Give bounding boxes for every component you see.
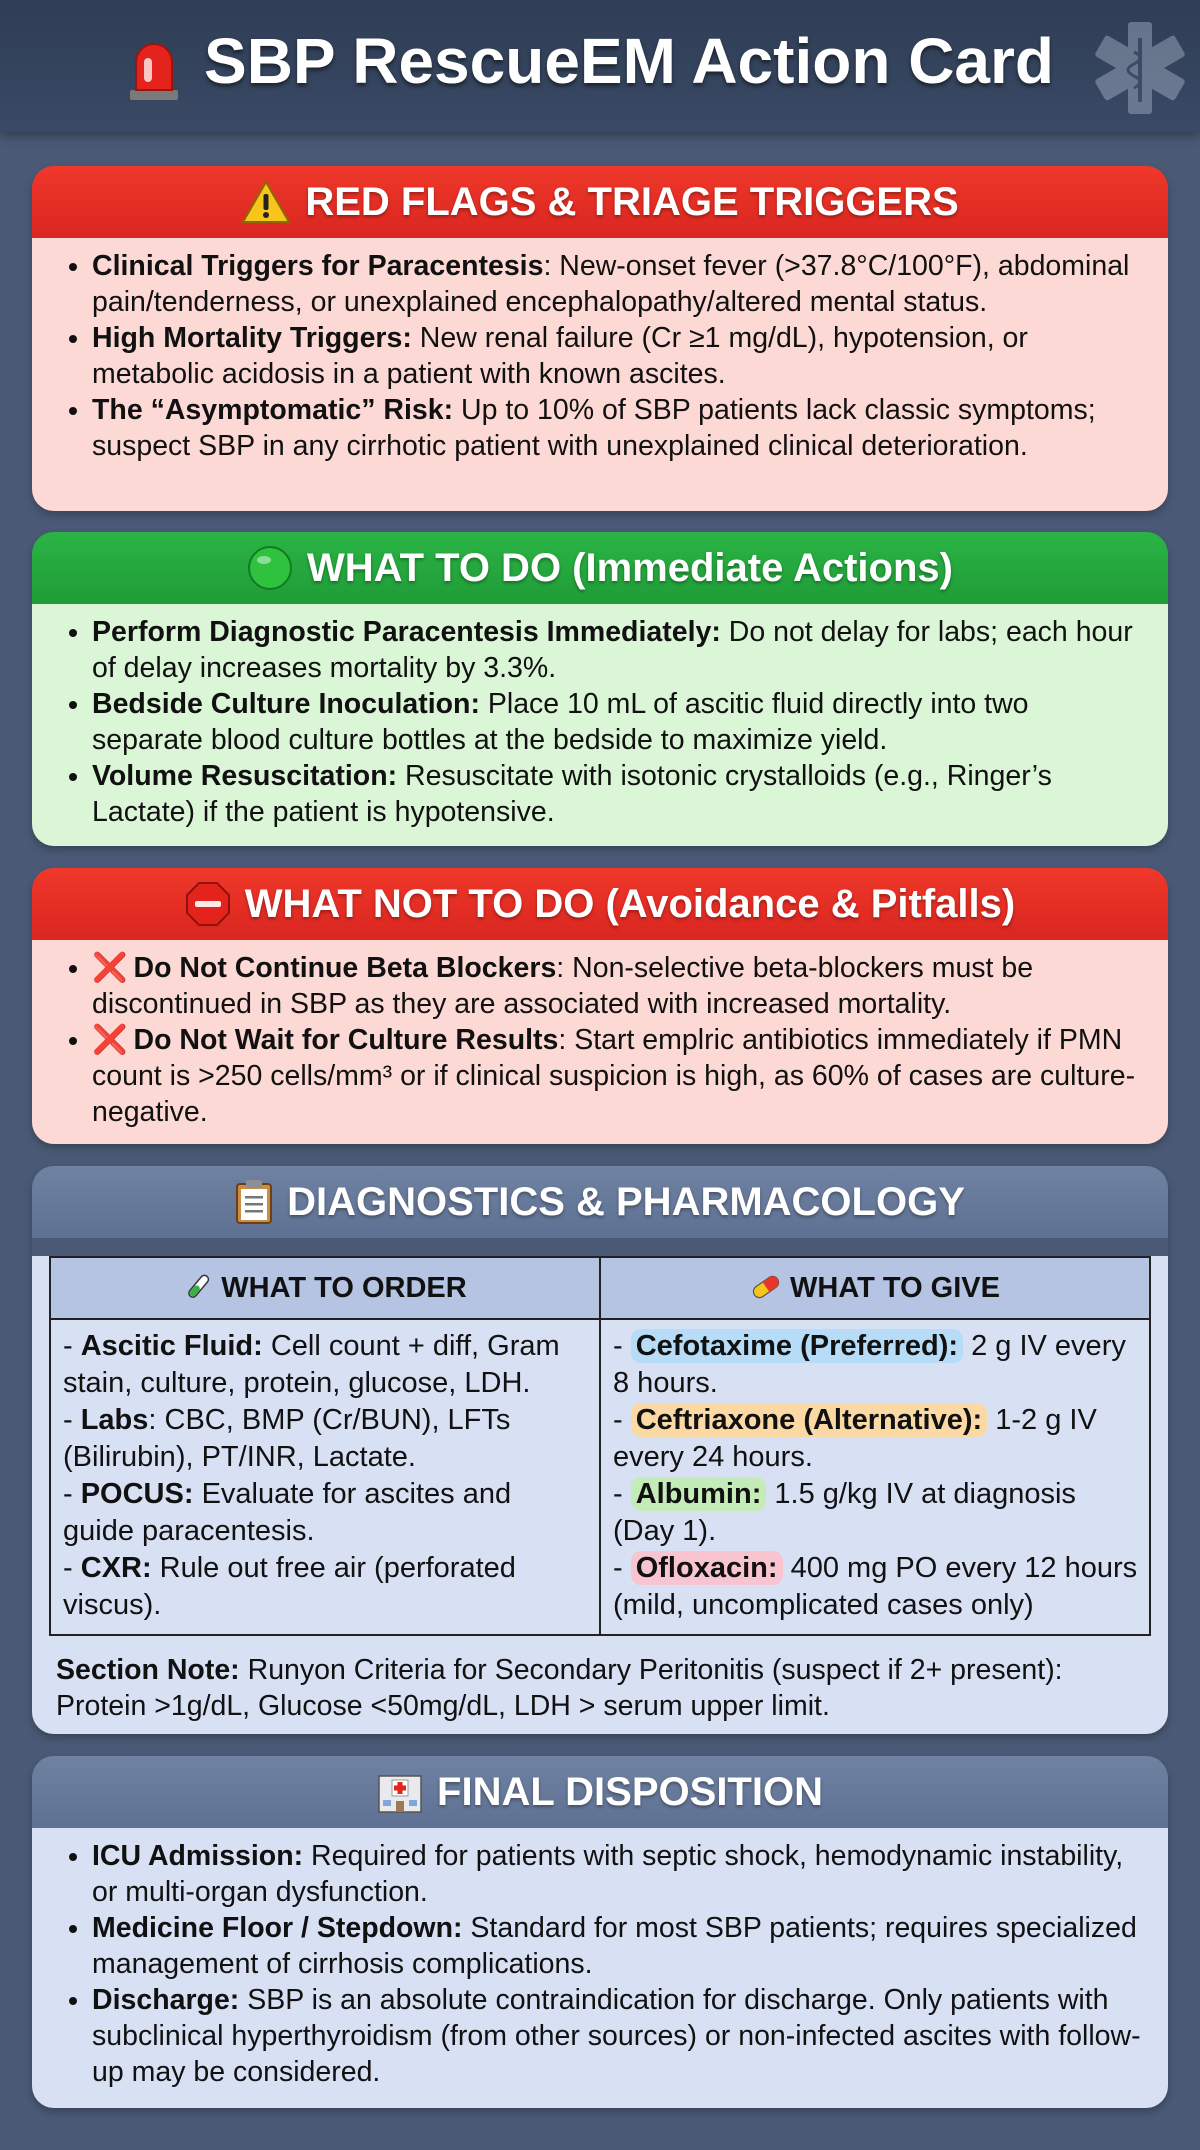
what-not-to-do-header bbox=[32, 868, 1168, 940]
what-to-do-title: WHAT TO DO (Immediate Actions) bbox=[307, 545, 953, 590]
stop-sign-icon bbox=[185, 881, 231, 927]
list-item: • ICU Admission: Required for patients with septic shock, hemodynamic instability, or multi-organ dysfunction. bbox=[92, 1838, 1144, 1910]
give-cell bbox=[600, 1319, 1150, 1635]
what-to-do-header bbox=[32, 532, 1168, 604]
drug-name-highlight: Ceftriaxone (Alternative): bbox=[631, 1403, 987, 1437]
give-item: - Ceftriaxone (Alternative): 1-2 g IV every 24 hours. bbox=[613, 1404, 1097, 1473]
list-item: • ❌ Do Not Continue Beta Blockers: Non-selective beta-blockers must be discontinued in SBP as they are associated with increased mortality. bbox=[92, 950, 1144, 1022]
pill-icon bbox=[750, 1272, 782, 1302]
order-item: - CXR: Rule out free air (perforated viscus). bbox=[63, 1552, 516, 1621]
diagnostics-header bbox=[32, 1166, 1168, 1238]
disposition-title: FINAL DISPOSITION bbox=[437, 1769, 823, 1814]
drug-name-highlight: Cefotaxime (Preferred): bbox=[631, 1329, 963, 1363]
order-item: - Labs: CBC, BMP (Cr/BUN), LFTs (Bilirubin), PT/INR, Lactate. bbox=[63, 1404, 511, 1473]
list-item: • Clinical Triggers for Paracentesis: New-onset fever (>37.8°C/100°F), abdominal pain/tenderness, or unexplained encephalopathy/altered mental status. bbox=[92, 248, 1144, 320]
list-item: • High Mortality Triggers: New renal failure (Cr ≥1 mg/dL), hypotension, or metabolic acidosis in a patient with known ascites. bbox=[92, 320, 1144, 392]
list-item: • Volume Resuscitation: Resuscitate with isotonic crystalloids (e.g., Ringer’s Lactate) if the patient is hypotensive. bbox=[92, 758, 1144, 830]
what-to-do-card bbox=[32, 532, 1168, 846]
give-column-header: WHAT TO GIVE bbox=[600, 1257, 1150, 1319]
disposition-header bbox=[32, 1756, 1168, 1828]
diagnostics-body bbox=[32, 1256, 1168, 1734]
list-item: • The “Asymptomatic” Risk: Up to 10% of SBP patients lack classic symptoms; suspect SBP in any cirrhotic patient with unexplained clinical deterioration. bbox=[92, 392, 1144, 464]
what-to-do-body bbox=[32, 604, 1168, 846]
diagnostics-title: DIAGNOSTICS & PHARMACOLOGY bbox=[287, 1179, 965, 1224]
hospital-icon bbox=[377, 1770, 423, 1814]
page-title: SBP RescueEM Action Card bbox=[204, 25, 1054, 97]
red-flags-body bbox=[32, 238, 1168, 511]
page-header bbox=[0, 0, 1200, 132]
what-not-to-do-card bbox=[32, 868, 1168, 1144]
order-item: - POCUS: Evaluate for ascites and guide paracentesis. bbox=[63, 1478, 512, 1547]
give-item: - Albumin: 1.5 g/kg IV at diagnosis (Day 1). bbox=[613, 1478, 1076, 1547]
drug-name-highlight: Albumin: bbox=[631, 1477, 767, 1511]
table-header-row bbox=[50, 1257, 1150, 1319]
give-item: - Cefotaxime (Preferred): 2 g IV every 8 hours. bbox=[613, 1330, 1126, 1399]
drug-name-highlight: Ofloxacin: bbox=[631, 1551, 783, 1585]
disposition-card bbox=[32, 1756, 1168, 2108]
table-row bbox=[50, 1319, 1150, 1635]
red-flags-card bbox=[32, 166, 1168, 511]
what-not-to-do-body bbox=[32, 940, 1168, 1144]
section-note: Section Note: Runyon Criteria for Secondary Peritonitis (suspect if 2+ present): Protein >1g/dL, Glucose <50mg/dL, LDH > serum upper limit. bbox=[56, 1654, 1063, 1722]
give-item: - Ofloxacin: 400 mg PO every 12 hours (mild, uncomplicated cases only) bbox=[613, 1552, 1138, 1621]
diagnostics-table bbox=[49, 1256, 1151, 1636]
cross-mark-icon: ❌ bbox=[92, 1024, 128, 1056]
order-column-header: WHAT TO ORDER bbox=[50, 1257, 600, 1319]
diagnostics-card bbox=[32, 1166, 1168, 1734]
red-flags-title: RED FLAGS & TRIAGE TRIGGERS bbox=[305, 179, 959, 224]
list-item: • Perform Diagnostic Paracentesis Immediately: Do not delay for labs; each hour of delay increases mortality by 3.3%. bbox=[92, 614, 1144, 686]
warning-icon bbox=[241, 180, 291, 224]
clipboard-icon bbox=[235, 1179, 273, 1225]
disposition-list bbox=[32, 1828, 1168, 2100]
what-to-do-list bbox=[32, 604, 1168, 840]
green-circle-icon bbox=[247, 545, 293, 591]
order-item: - Ascitic Fluid: Cell count + diff, Gram stain, culture, protein, glucose, LDH. bbox=[63, 1330, 560, 1399]
list-item: • Discharge: SBP is an absolute contraindication for discharge. Only patients with subclinical hyperthyroidism (from other sources) or non-infected ascites with follow-up may be considered. bbox=[92, 1982, 1144, 2090]
list-item: • ❌ Do Not Wait for Culture Results: Start emplric antibiotics immediately if PMN count is >250 cells/mm³ or if clinical suspicion is high, as 60% of cases are culture-negative. bbox=[92, 1022, 1144, 1130]
what-not-to-do-list bbox=[32, 940, 1168, 1140]
red-flags-list bbox=[32, 238, 1168, 474]
cross-mark-icon: ❌ bbox=[92, 952, 128, 984]
order-cell bbox=[50, 1319, 600, 1635]
list-item: • Bedside Culture Inoculation: Place 10 mL of ascitic fluid directly into two separate blood culture bottles at the bedside to maximize yield. bbox=[92, 686, 1144, 758]
star-of-life-icon bbox=[1090, 18, 1190, 118]
list-item: • Medicine Floor / Stepdown: Standard for most SBP patients; requires specialized management of cirrhosis complications. bbox=[92, 1910, 1144, 1982]
red-flags-header bbox=[32, 166, 1168, 238]
disposition-body bbox=[32, 1828, 1168, 2108]
test-tube-icon bbox=[183, 1272, 213, 1302]
what-not-to-do-title: WHAT NOT TO DO (Avoidance & Pitfalls) bbox=[244, 881, 1016, 926]
